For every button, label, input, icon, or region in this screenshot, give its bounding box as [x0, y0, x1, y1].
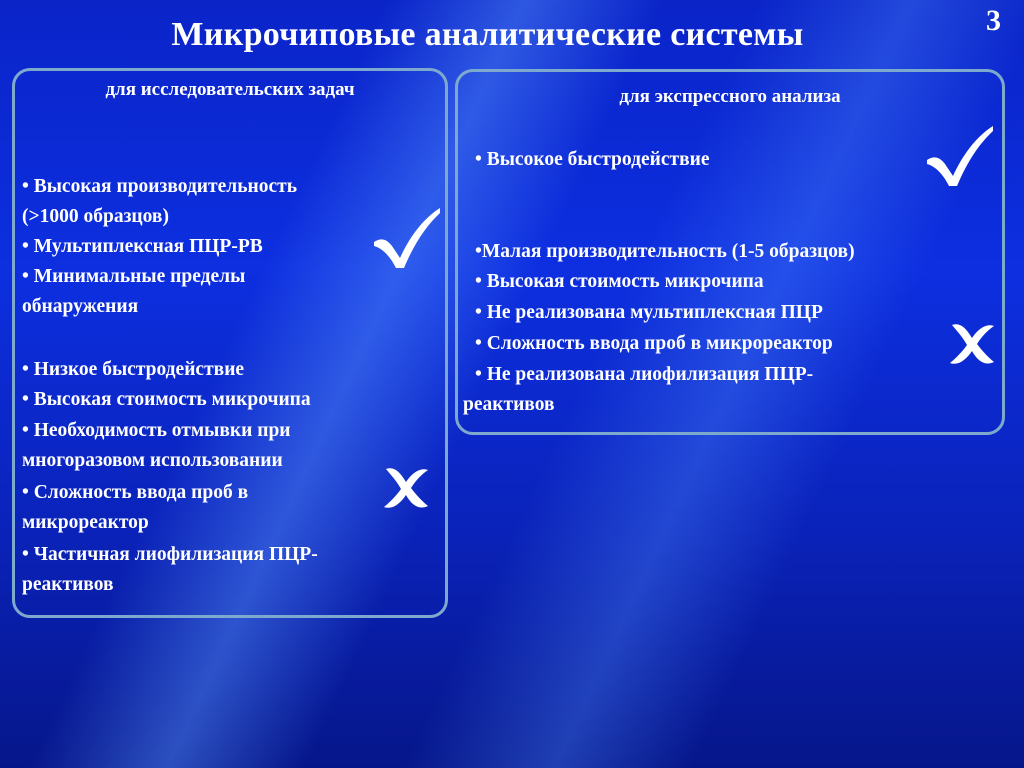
slide-title: Микрочиповые аналитические системы: [171, 16, 804, 53]
research-disadvantage-item: • Необходимость отмывки при: [22, 420, 291, 441]
check-icon: [370, 206, 442, 272]
research-panel: [12, 68, 448, 618]
research-disadvantage-item: • Высокая стоимость микрочипа: [22, 389, 311, 410]
research-panel-heading: для исследовательских задач: [105, 79, 355, 100]
research-advantage-item: • Мультиплексная ПЦР-РВ: [22, 236, 263, 257]
research-advantage-item: • Высокая производительность: [22, 176, 298, 197]
research-disadvantage-item: многоразовом использовании: [22, 450, 283, 471]
express-panel: [455, 69, 1005, 435]
research-advantage-item: обнаружения: [22, 296, 139, 317]
express-panel-heading: для экспрессного анализа: [619, 86, 841, 107]
research-disadvantage-item: • Сложность ввода проб в: [22, 482, 249, 503]
research-disadvantage-item: микрореактор: [22, 512, 149, 533]
research-disadvantage-item: • Низкое быстродействие: [22, 359, 245, 380]
express-disadvantage-item: •Малая производительность (1-5 образцов): [475, 241, 855, 262]
express-disadvantage-item: • Высокая стоимость микрочипа: [475, 271, 764, 292]
research-disadvantage-item: • Частичная лиофилизация ПЦР-: [22, 544, 318, 565]
research-advantage-item: • Минимальные пределы: [22, 266, 246, 287]
express-disadvantage-item: • Сложность ввода проб в микрореактор: [475, 333, 833, 354]
express-disadvantage-item: реактивов: [463, 394, 555, 415]
research-advantage-item: (>1000 образцов): [22, 206, 169, 227]
check-icon: [923, 124, 995, 190]
cross-icon: [380, 464, 432, 512]
cross-icon: [946, 320, 998, 368]
research-disadvantage-item: реактивов: [22, 574, 114, 595]
express-disadvantage-item: • Не реализована мультиплексная ПЦР: [475, 302, 823, 323]
express-advantage-item: • Высокое быстродействие: [475, 149, 710, 170]
slide-number: 3: [986, 4, 1001, 37]
express-disadvantage-item: • Не реализована лиофилизация ПЦР-: [475, 364, 814, 385]
